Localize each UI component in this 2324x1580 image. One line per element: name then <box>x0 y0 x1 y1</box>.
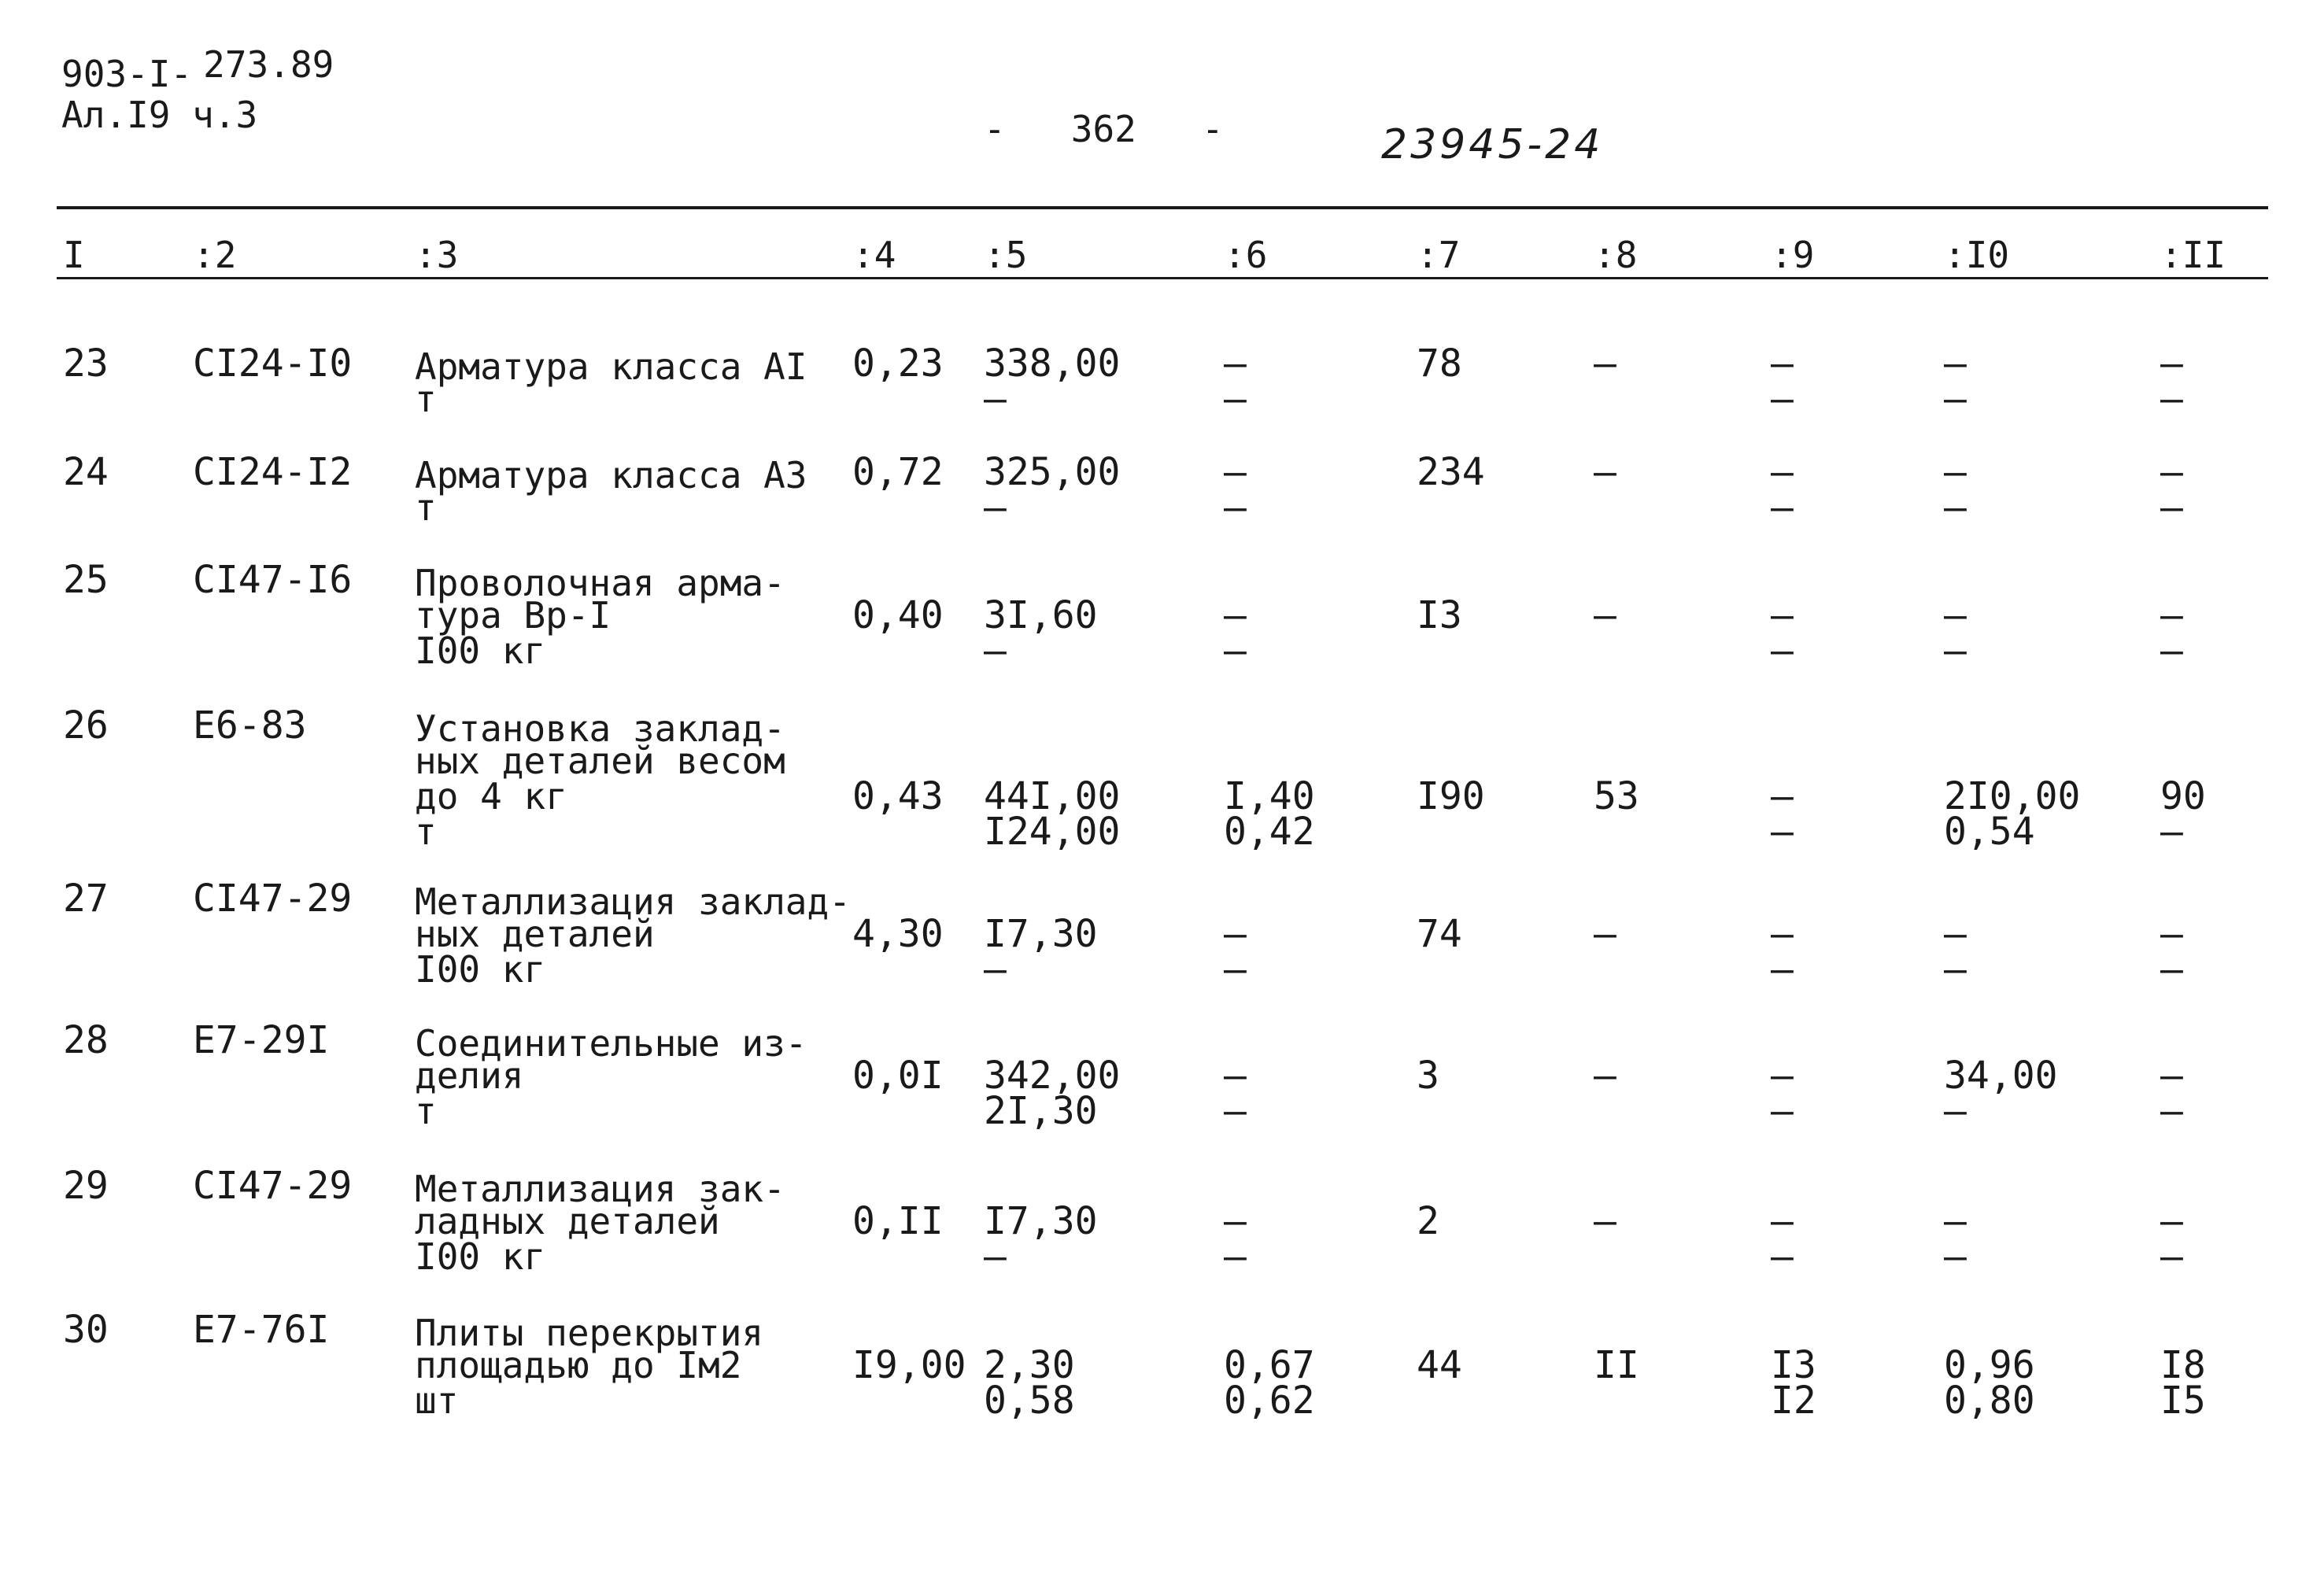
cell-col-6: I,40 <box>1224 774 1315 818</box>
work-code: CI24-I0 <box>193 341 353 386</box>
row-number: 30 <box>63 1308 109 1352</box>
cell-col-9: – <box>1771 629 1794 673</box>
cell-col-4: 4,30 <box>852 912 944 956</box>
cell-col-10: – <box>1944 377 1967 421</box>
work-code: E7-29I <box>193 1018 330 1062</box>
cell-col-7: 234 <box>1417 450 1485 494</box>
cell-col-5: – <box>984 629 1007 673</box>
cell-col-6: – <box>1224 629 1247 673</box>
cell-col-10: 2I0,00 <box>1944 774 2081 818</box>
cell-col-4: 0,72 <box>852 450 944 494</box>
cell-col-10: – <box>1944 485 1967 530</box>
cell-col-10: 34,00 <box>1944 1054 2058 1098</box>
work-code: E7-76I <box>193 1308 330 1352</box>
cell-col-10: – <box>1944 341 1967 386</box>
cell-col-11: – <box>2160 1199 2183 1243</box>
cell-col-6: – <box>1224 947 1247 991</box>
work-code: CI24-I2 <box>193 450 353 494</box>
cell-col-9: I3 <box>1771 1343 1816 1387</box>
work-description-line: ных деталей весом <box>415 740 785 782</box>
cell-col-9: – <box>1771 774 1794 818</box>
cell-col-6: 0,42 <box>1224 810 1315 854</box>
work-description-line: т <box>415 378 437 420</box>
work-description-line: I00 кг <box>415 629 546 672</box>
work-code: E6-83 <box>193 703 307 748</box>
column-header-8: :8 <box>1594 234 1638 276</box>
row-number: 25 <box>63 558 109 602</box>
cell-col-6: – <box>1224 341 1247 386</box>
cell-col-7: I3 <box>1417 593 1462 637</box>
cell-col-5: 2,30 <box>984 1343 1075 1387</box>
cell-col-11: – <box>2160 1054 2183 1098</box>
work-description-line: Плиты перекрытия <box>415 1312 764 1354</box>
cell-col-10: – <box>1944 947 1967 991</box>
cell-col-6: 0,62 <box>1224 1379 1315 1423</box>
row-number: 24 <box>63 450 109 494</box>
cell-col-4: 0,II <box>852 1199 944 1243</box>
cell-col-6: – <box>1224 485 1247 530</box>
work-description-line: I00 кг <box>415 1235 546 1278</box>
cell-col-11: 90 <box>2160 774 2206 818</box>
cell-col-10: – <box>1944 450 1967 494</box>
cell-col-7: 78 <box>1417 341 1462 386</box>
cell-col-11: – <box>2160 629 2183 673</box>
work-code: CI47-29 <box>193 877 353 921</box>
cell-col-10: 0,96 <box>1944 1343 2035 1387</box>
column-header-6: :6 <box>1224 234 1268 276</box>
column-header-9: :9 <box>1771 234 1815 276</box>
cell-col-9: – <box>1771 947 1794 991</box>
cell-col-7: 2 <box>1417 1199 1439 1243</box>
cell-col-5: – <box>984 485 1007 530</box>
cell-col-11: – <box>2160 593 2183 637</box>
cell-col-9: – <box>1771 377 1794 421</box>
cell-col-10: – <box>1944 1089 1967 1133</box>
cell-col-5: 2I,30 <box>984 1089 1098 1133</box>
cell-col-10: – <box>1944 1235 1967 1279</box>
work-description-line: Установка заклад- <box>415 707 785 750</box>
cell-col-5: 3I,60 <box>984 593 1098 637</box>
column-header-7: :7 <box>1417 234 1461 276</box>
work-description-line: Проволочная арма- <box>415 562 785 604</box>
column-header-1: I <box>63 234 85 276</box>
column-header-2: :2 <box>193 234 237 276</box>
cell-col-11: – <box>2160 1089 2183 1133</box>
cell-col-6: – <box>1224 450 1247 494</box>
cell-col-11: – <box>2160 1235 2183 1279</box>
cell-col-6: – <box>1224 377 1247 421</box>
document-code-series: 903-I- <box>61 53 193 95</box>
cell-col-6: – <box>1224 1199 1247 1243</box>
cell-col-11: – <box>2160 341 2183 386</box>
cell-col-10: 0,54 <box>1944 810 2035 854</box>
cell-col-6: – <box>1224 1089 1247 1133</box>
cell-col-9: – <box>1771 1199 1794 1243</box>
work-description-line: тура Bp-I <box>415 594 611 637</box>
column-header-11: :II <box>2160 234 2226 276</box>
cell-col-6: – <box>1224 912 1247 956</box>
work-description-line: Соединительные из- <box>415 1022 807 1065</box>
cell-col-5: I7,30 <box>984 1199 1098 1243</box>
work-description-line: до 4 кг <box>415 775 567 818</box>
cell-col-10: – <box>1944 1199 1967 1243</box>
cell-col-10: 0,80 <box>1944 1379 2035 1423</box>
cell-col-9: – <box>1771 810 1794 854</box>
work-description-line: шт <box>415 1379 459 1422</box>
cell-col-9: – <box>1771 1054 1794 1098</box>
cell-col-5: I7,30 <box>984 912 1098 956</box>
work-code: CI47-I6 <box>193 558 353 602</box>
cell-col-11: I5 <box>2160 1379 2206 1423</box>
cell-col-11: – <box>2160 450 2183 494</box>
work-code: CI47-29 <box>193 1164 353 1208</box>
cell-col-9: – <box>1771 1089 1794 1133</box>
cell-col-9: – <box>1771 341 1794 386</box>
cell-col-11: – <box>2160 810 2183 854</box>
cell-col-11: – <box>2160 485 2183 530</box>
cell-col-11: – <box>2160 912 2183 956</box>
cell-col-6: – <box>1224 1054 1247 1098</box>
cell-col-7: I90 <box>1417 774 1485 818</box>
cell-col-5: 342,00 <box>984 1054 1121 1098</box>
cell-col-6: – <box>1224 593 1247 637</box>
row-number: 26 <box>63 703 109 748</box>
handwritten-number: 23945-24 <box>1381 121 1604 168</box>
cell-col-10: – <box>1944 629 1967 673</box>
cell-col-9: – <box>1771 593 1794 637</box>
work-description-line: площадью до Iм2 <box>415 1344 742 1386</box>
cell-col-7: 44 <box>1417 1343 1462 1387</box>
cell-col-7: 3 <box>1417 1054 1439 1098</box>
cell-col-5: 0,58 <box>984 1379 1075 1423</box>
cell-col-8: – <box>1594 1199 1616 1243</box>
work-description-line: делия <box>415 1054 524 1097</box>
cell-col-9: I2 <box>1771 1379 1816 1423</box>
work-description-line: I00 кг <box>415 948 546 991</box>
cell-col-4: I9,00 <box>852 1343 966 1387</box>
cell-col-5: 325,00 <box>984 450 1121 494</box>
work-description-line: т <box>415 1090 437 1132</box>
cell-col-5: I24,00 <box>984 810 1121 854</box>
work-description-line: Металлизация зак- <box>415 1168 785 1210</box>
document-code-number: 273.89 <box>203 43 334 86</box>
table-header-rule <box>57 277 2268 279</box>
cell-col-8: – <box>1594 341 1616 386</box>
cell-col-8: – <box>1594 450 1616 494</box>
column-header-4: :4 <box>852 234 896 276</box>
row-number: 28 <box>63 1018 109 1062</box>
work-description-line: ных деталей <box>415 913 655 955</box>
table-top-rule <box>57 206 2268 209</box>
row-number: 27 <box>63 877 109 921</box>
page-number: - 362 - <box>984 108 1224 150</box>
cell-col-9: – <box>1771 485 1794 530</box>
cell-col-6: 0,67 <box>1224 1343 1315 1387</box>
album-part: Ал.I9 ч.3 <box>61 94 258 136</box>
cell-col-4: 0,40 <box>852 593 944 637</box>
column-header-10: :I0 <box>1944 234 2010 276</box>
work-description-line: Металлизация заклад- <box>415 880 851 923</box>
cell-col-11: – <box>2160 947 2183 991</box>
cell-col-10: – <box>1944 912 1967 956</box>
cell-col-11: – <box>2160 377 2183 421</box>
document-code <box>61 43 334 95</box>
cell-col-8: – <box>1594 593 1616 637</box>
cell-col-5: – <box>984 377 1007 421</box>
work-description-line: т <box>415 810 437 853</box>
cell-col-4: 0,43 <box>852 774 944 818</box>
cell-col-7: 74 <box>1417 912 1462 956</box>
cell-col-4: 0,23 <box>852 341 944 386</box>
work-description-line: Арматура класса AI <box>415 345 807 388</box>
work-description-line: т <box>415 486 437 529</box>
cell-col-11: I8 <box>2160 1343 2206 1387</box>
cell-col-5: 44I,00 <box>984 774 1121 818</box>
work-description-line: ладных деталей <box>415 1200 720 1242</box>
cell-col-9: – <box>1771 1235 1794 1279</box>
cell-col-10: – <box>1944 593 1967 637</box>
cell-col-9: – <box>1771 912 1794 956</box>
cell-col-4: 0,0I <box>852 1054 944 1098</box>
cell-col-8: 53 <box>1594 774 1639 818</box>
cell-col-9: – <box>1771 450 1794 494</box>
cell-col-5: – <box>984 1235 1007 1279</box>
cell-col-8: II <box>1594 1343 1639 1387</box>
row-number: 23 <box>63 341 109 386</box>
column-header-5: :5 <box>984 234 1028 276</box>
cell-col-6: – <box>1224 1235 1247 1279</box>
cell-col-8: – <box>1594 1054 1616 1098</box>
cell-col-8: – <box>1594 912 1616 956</box>
work-description-line: Арматура класса A3 <box>415 454 807 497</box>
row-number: 29 <box>63 1164 109 1208</box>
column-header-3: :3 <box>415 234 459 276</box>
cell-col-5: – <box>984 947 1007 991</box>
cell-col-5: 338,00 <box>984 341 1121 386</box>
